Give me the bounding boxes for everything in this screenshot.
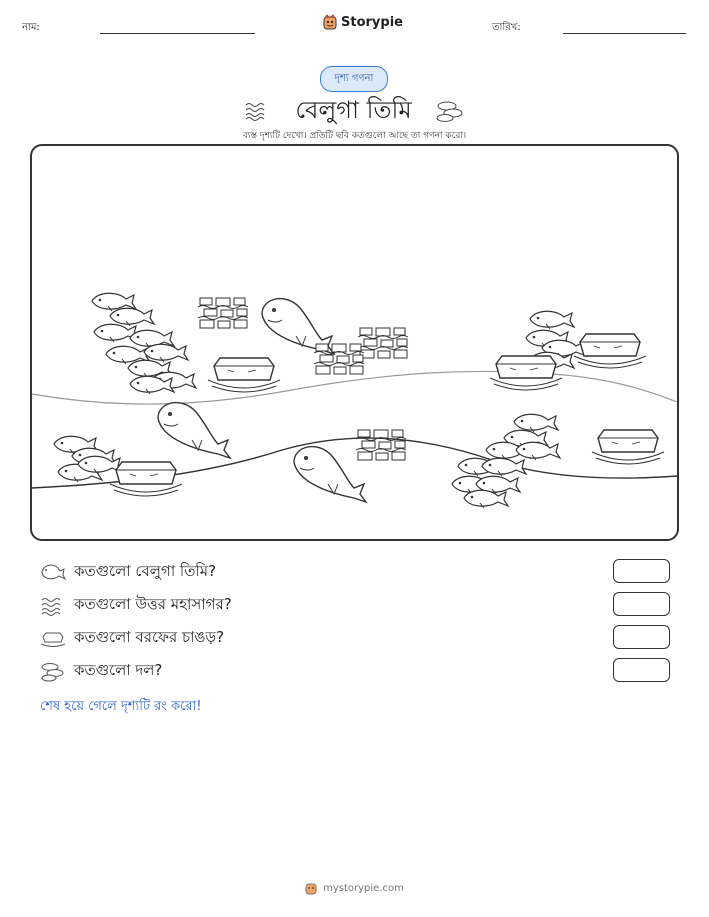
ocean-icon (40, 596, 66, 616)
ice-floe-icon (40, 629, 66, 649)
storypie-logo-icon (323, 14, 337, 30)
beluga-scene (30, 144, 679, 541)
brand (323, 14, 403, 30)
question-text: কতগুলো বরফের চাঙড়? (74, 628, 225, 646)
brand-name: Storypie (341, 14, 403, 30)
beluga-icon (40, 563, 66, 583)
pod-icon (40, 661, 66, 683)
scene-count-badge: দৃশ্য গণনা (320, 66, 388, 92)
ocean-icon (244, 101, 270, 121)
question-text: কতগুলো উত্তর মহাসাগর? (74, 595, 232, 613)
instructions: ব্যস্ত দৃশ্যটি দেখো। প্রতিটি ছবি কতগুলো আছে তা গণনা করো। (242, 131, 467, 141)
question-text: কতগুলো বেলুগা তিমি? (74, 562, 217, 580)
date-label: তারিখ: (492, 22, 521, 33)
title-text: বেলুগা তিমি (295, 96, 412, 124)
storypie-logo-icon (305, 881, 317, 895)
name-label: নাম: (22, 22, 40, 33)
question-4 (40, 659, 162, 684)
page-title (0, 92, 709, 132)
answer-box-4[interactable] (613, 658, 670, 682)
question-2 (40, 593, 232, 618)
question-3 (40, 626, 224, 651)
finish-instruction: শেষ হয়ে গেলে দৃশ্যটি রং করো! (40, 699, 202, 714)
answer-box-1[interactable] (613, 559, 670, 583)
question-text: কতগুলো দল? (74, 661, 163, 679)
scene-illustration (32, 146, 677, 539)
date-field[interactable] (563, 33, 686, 34)
name-field[interactable] (100, 33, 255, 34)
footer-url[interactable]: mystorypie.com (323, 882, 404, 894)
pod-icon (435, 99, 465, 123)
question-1 (40, 560, 216, 585)
footer (0, 881, 709, 895)
answer-box-3[interactable] (613, 625, 670, 649)
answer-box-2[interactable] (613, 592, 670, 616)
